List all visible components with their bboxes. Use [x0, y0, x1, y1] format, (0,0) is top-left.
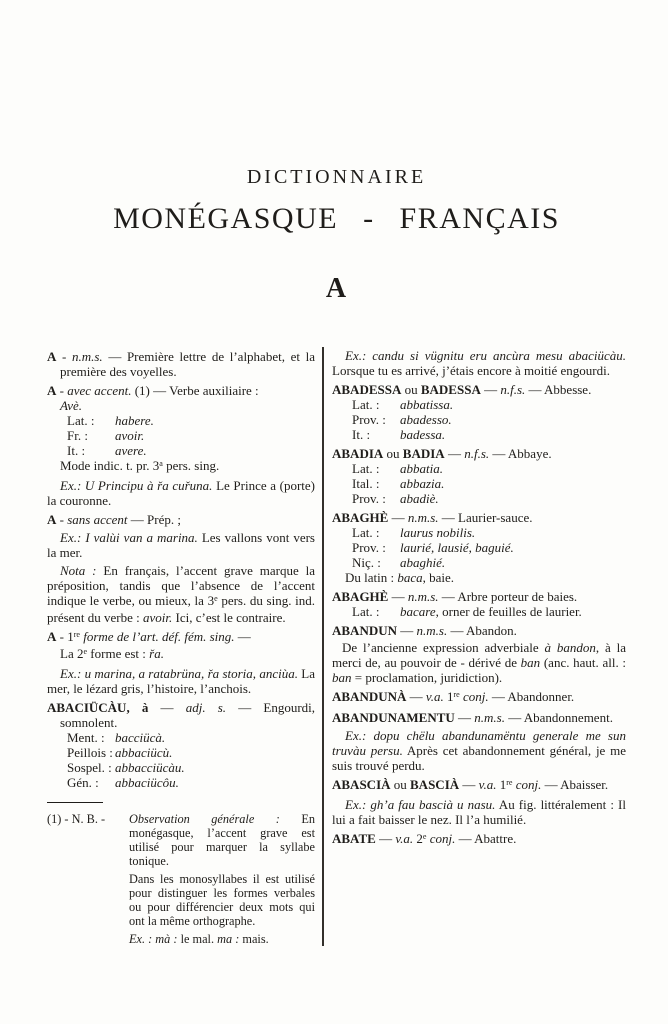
nota-paragraph [47, 563, 315, 625]
text-run: a [159, 459, 163, 469]
text-run: — Abattre. [455, 831, 517, 846]
language-gloss [47, 775, 315, 790]
text-run: Après cet abandonnement général, je me suis trouvé perdu. [332, 743, 626, 773]
text-run: mais. [239, 932, 269, 946]
text-run: Observation générale : [129, 812, 280, 826]
text-run: Ex.: I valùi van a marina. [60, 530, 198, 545]
text-run: BASCIÀ [410, 777, 460, 792]
text-run: sans accent [67, 512, 128, 527]
entry-subline [332, 570, 626, 585]
text-run: 1 [443, 689, 454, 704]
text-run: bacciücà. [115, 730, 166, 745]
text-run: ABANDUNÀ [332, 689, 407, 704]
text-run: — Engourdi, somnolent. [60, 700, 316, 730]
language-gloss [332, 491, 626, 506]
dictionary-entry [47, 700, 315, 730]
text-run: badessa. [400, 427, 446, 442]
text-run: — [397, 623, 417, 638]
gloss-language-label: Lat. : [352, 461, 380, 476]
dictionary-entry [47, 383, 315, 398]
text-run: Au fig. littéralement : Il lui a fait baisser le nez. Il l’a humilié. [332, 797, 626, 827]
text-run: — [388, 589, 408, 604]
text-run: — Abbaye. [489, 446, 552, 461]
gloss-language-label: Lat. : [352, 604, 380, 619]
text-run: ou [401, 382, 421, 397]
text-run: ou [383, 446, 403, 461]
text-run: le mal. [177, 932, 218, 946]
text-run: adj. s. [185, 700, 227, 715]
language-gloss [332, 540, 626, 555]
text-run: conj. [515, 777, 542, 792]
text-run: ou [390, 777, 411, 792]
text-run: Le Prince a (porte) la couronne. [47, 478, 315, 508]
text-run: , baie. [422, 570, 455, 585]
text-run: A [47, 383, 57, 398]
gloss-language-label: Ment. : [67, 730, 105, 745]
text-run: re [453, 690, 460, 700]
dictionary-entry [47, 349, 315, 379]
text-run: ABADIA [332, 446, 384, 461]
text-run: ABACIÜCÀU, à [47, 700, 149, 715]
text-run: — Abaisser. [541, 777, 609, 792]
book-title: DICTIONNAIRE [246, 166, 427, 188]
text-run: — [480, 382, 501, 397]
text-run: De l’ancienne expression adverbiale [342, 640, 545, 655]
gloss-language-label: Peillois : [67, 745, 113, 760]
text-run: ABADESSA [332, 382, 402, 397]
text-run: Ex.: candu si vügnitu eru ancùra mesu abaciücàu. [345, 348, 626, 363]
text-run: — [406, 689, 426, 704]
left-column [47, 345, 315, 946]
text-run: forme de l’art. déf. fém. sing. [83, 629, 235, 644]
text-run: Nota : [60, 563, 97, 578]
text-run: — Première lettre de l’alphabet, et la première des voyelles. [60, 349, 315, 379]
text-run: avere. [115, 443, 147, 458]
language-gloss [332, 555, 626, 570]
text-run: pers. sing. [162, 458, 220, 473]
text-run: v.a. [395, 831, 414, 846]
text-run: 1 [496, 777, 507, 792]
text-run: Dans les monosyllabes il est utilisé pour distinguer les formes verbales ou pour différencier deux mots qui ont la même orthographe. [129, 872, 315, 928]
dictionary-entry [332, 382, 626, 397]
gloss-language-label: Gén. : [67, 775, 99, 790]
text-run: Ex. : mà : [129, 932, 178, 946]
text-run: BADESSA [420, 382, 481, 397]
text-run: n.m.s. [416, 623, 448, 638]
language-gloss [332, 476, 626, 491]
entry-subline [47, 646, 315, 663]
footnote-label: (1) - N. B. - [47, 812, 106, 826]
text-run: — [375, 831, 396, 846]
column-divider-rule [322, 347, 324, 946]
text-run: - [56, 349, 72, 364]
gloss-language-label: It. : [352, 427, 371, 442]
text-run: ABANDUNAMENTU [332, 710, 455, 725]
text-run: — [459, 777, 479, 792]
example-line [47, 530, 315, 560]
language-gloss [47, 745, 315, 760]
text-run: (1) — Verbe auxiliaire : [131, 383, 259, 398]
gloss-language-label: It. : [67, 443, 86, 458]
dictionary-entry [332, 777, 626, 794]
text-run: Lorsque tu es arrivé, j’étais encore à moitié engourdi. [332, 363, 610, 378]
text-run: — [388, 510, 408, 525]
text-run: conj. [462, 689, 489, 704]
dictionary-entry [332, 710, 626, 725]
language-gloss [47, 428, 315, 443]
text-run: — Abandonnement. [504, 710, 613, 725]
text-run: BADIA [402, 446, 445, 461]
text-run: abadiè. [400, 491, 439, 506]
example-line [332, 728, 626, 773]
gloss-language-label: Sospel. : [67, 760, 112, 775]
text-run: Ex.: gh’a fau bascià u nasu. [345, 797, 496, 812]
text-run: Ex.: dopu chëlu abandunamëntu generale me sun truvàu persu. [332, 728, 626, 758]
text-run: ABASCIÀ [332, 777, 391, 792]
text-run: A [47, 629, 57, 644]
text-run: n.m.s. [71, 349, 103, 364]
text-run: Ex.: U Principu à řa cuřuna. [60, 478, 213, 493]
text-run: avoir. [143, 610, 173, 625]
text-run: En monégasque, l’accent grave est utilisé pour marquer la syllabe tonique. [129, 812, 316, 868]
gloss-language-label: Fr. : [67, 428, 88, 443]
dictionary-entry [332, 446, 626, 461]
text-run: v.a. [425, 689, 444, 704]
text-run: ABANDUN [332, 623, 397, 638]
text-run: abbatissa. [400, 397, 454, 412]
text-run: avec accent. [67, 383, 132, 398]
text-run: abbacciücàu. [115, 760, 185, 775]
text-run: (anc. haut. all. : [540, 655, 626, 670]
text-run: ABAGHÈ [332, 589, 389, 604]
text-run: — [454, 710, 475, 725]
text-run: En français, l’accent grave marque la préposition, tandis que l’absence de l’accent indique le verbe, ou mieux, la 3 [47, 563, 315, 608]
text-run: Mode indic. t. pr. 3 [60, 458, 160, 473]
text-run: řa. [149, 646, 164, 661]
text-run: Ici, c’est le contraire. [172, 610, 286, 625]
text-run: Les vallons vont vers la mer. [47, 530, 315, 560]
gloss-language-label: Ital. : [352, 476, 380, 491]
text-run: , à la merci de, au pouvoir de - dérivé de [332, 640, 627, 670]
text-run: laurus nobilis. [400, 525, 476, 540]
text-run: habere. [115, 413, 154, 428]
right-column [332, 345, 626, 946]
text-run: , orner de feuilles de laurier. [435, 604, 582, 619]
entry-subline [47, 398, 315, 413]
text-run: abbatia. [400, 461, 443, 476]
text-run: abadesso. [400, 412, 452, 427]
text-run: e [214, 594, 218, 604]
example-line [332, 797, 626, 827]
text-run: n.f.s. [500, 382, 526, 397]
text-run: La 2 [60, 646, 84, 661]
dictionary-entry [332, 510, 626, 525]
text-run: avoir. [115, 428, 145, 443]
text-run: A [47, 512, 57, 527]
language-gloss [332, 604, 626, 619]
text-run: n.m.s. [407, 589, 439, 604]
text-run: - [56, 383, 68, 398]
text-run: — Laurier-sauce. [438, 510, 533, 525]
example-line [47, 666, 315, 696]
text-run: bacare [400, 604, 436, 619]
text-run: A [47, 349, 57, 364]
example-line [332, 348, 626, 378]
text-run: ban [332, 670, 352, 685]
text-run: re [506, 778, 513, 788]
text-run: — Prép. ; [127, 512, 181, 527]
footnote-body [129, 812, 315, 946]
page-heading: MONÉGASQUE - FRANÇAIS [113, 202, 560, 235]
language-gloss [47, 413, 315, 428]
text-run: Ex.: u marina, a ratabrüna, řa storia, anciùa. [60, 666, 298, 681]
text-run: conj. [429, 831, 456, 846]
text-run: — Abandon. [447, 623, 517, 638]
text-run: La mer, le lézard gris, l’histoire, l’anchois. [47, 666, 315, 696]
gloss-language-label: Lat. : [352, 397, 380, 412]
text-run: - 1 [56, 629, 74, 644]
language-gloss [332, 525, 626, 540]
text-run: abbaciücù. [115, 745, 173, 760]
entry-subline [47, 458, 315, 475]
text-run: forme est : [87, 646, 150, 661]
gloss-language-label: Lat. : [352, 525, 380, 540]
footnote-paragraph [129, 932, 315, 946]
language-gloss [47, 730, 315, 745]
language-gloss [47, 760, 315, 775]
etymology-paragraph [332, 640, 626, 685]
gloss-language-label: Prov. : [352, 491, 386, 506]
section-letter: A [325, 273, 348, 304]
page-header [47, 166, 626, 303]
dictionary-entry [47, 629, 315, 646]
text-run: 2 [413, 831, 423, 846]
text-run: abbazia. [400, 476, 445, 491]
dictionary-entry [47, 512, 315, 527]
text-run: ABAGHÈ [332, 510, 389, 525]
gloss-language-label: Niç. : [352, 555, 381, 570]
text-run: — Abbesse. [525, 382, 592, 397]
text-run: — [444, 446, 465, 461]
language-gloss [332, 427, 626, 442]
text-run: - [56, 512, 68, 527]
text-run: baca [397, 570, 423, 585]
text-run: pers. du sing. ind. présent du verbe : [47, 593, 315, 625]
dictionary-entry [332, 831, 626, 848]
footnote-paragraph [129, 872, 315, 928]
gloss-language-label: Prov. : [352, 412, 386, 427]
language-gloss [47, 443, 315, 458]
text-run: = proclamation, juridiction). [351, 670, 503, 685]
text-run: à bandon [544, 640, 596, 655]
language-gloss [332, 461, 626, 476]
text-run: e [83, 647, 88, 657]
text-run: ban [520, 655, 541, 670]
gloss-language-label: Prov. : [352, 540, 386, 555]
language-gloss [332, 412, 626, 427]
dictionary-entry [332, 589, 626, 604]
text-run: — Abandonner. [488, 689, 575, 704]
footnote-rule [47, 802, 103, 803]
text-run: e [422, 832, 427, 842]
text-run: laurié, lausié, baguié. [400, 540, 514, 555]
text-run: re [73, 630, 80, 640]
text-run: n.m.s. [474, 710, 505, 725]
text-run: — Arbre porteur de baies. [438, 589, 578, 604]
footnote [47, 812, 315, 946]
text-run: ma : [217, 932, 240, 946]
footnote-paragraph [129, 812, 315, 868]
text-run: Du latin : [345, 570, 398, 585]
text-run: ABATE [332, 831, 376, 846]
gloss-language-label: Lat. : [67, 413, 95, 428]
example-line [47, 478, 315, 508]
text-run: n.m.s. [407, 510, 439, 525]
text-run: v.a. [478, 777, 497, 792]
text-run: abaghié. [400, 555, 446, 570]
text-run: abbaciücôu. [115, 775, 179, 790]
text-run: — [148, 700, 186, 715]
text-run: — [234, 629, 251, 644]
dictionary-entry [332, 689, 626, 706]
text-run: n.f.s. [464, 446, 490, 461]
text-columns [47, 345, 626, 946]
language-gloss [332, 397, 626, 412]
dictionary-entry [332, 623, 626, 638]
text-run: Avè. [60, 398, 83, 413]
